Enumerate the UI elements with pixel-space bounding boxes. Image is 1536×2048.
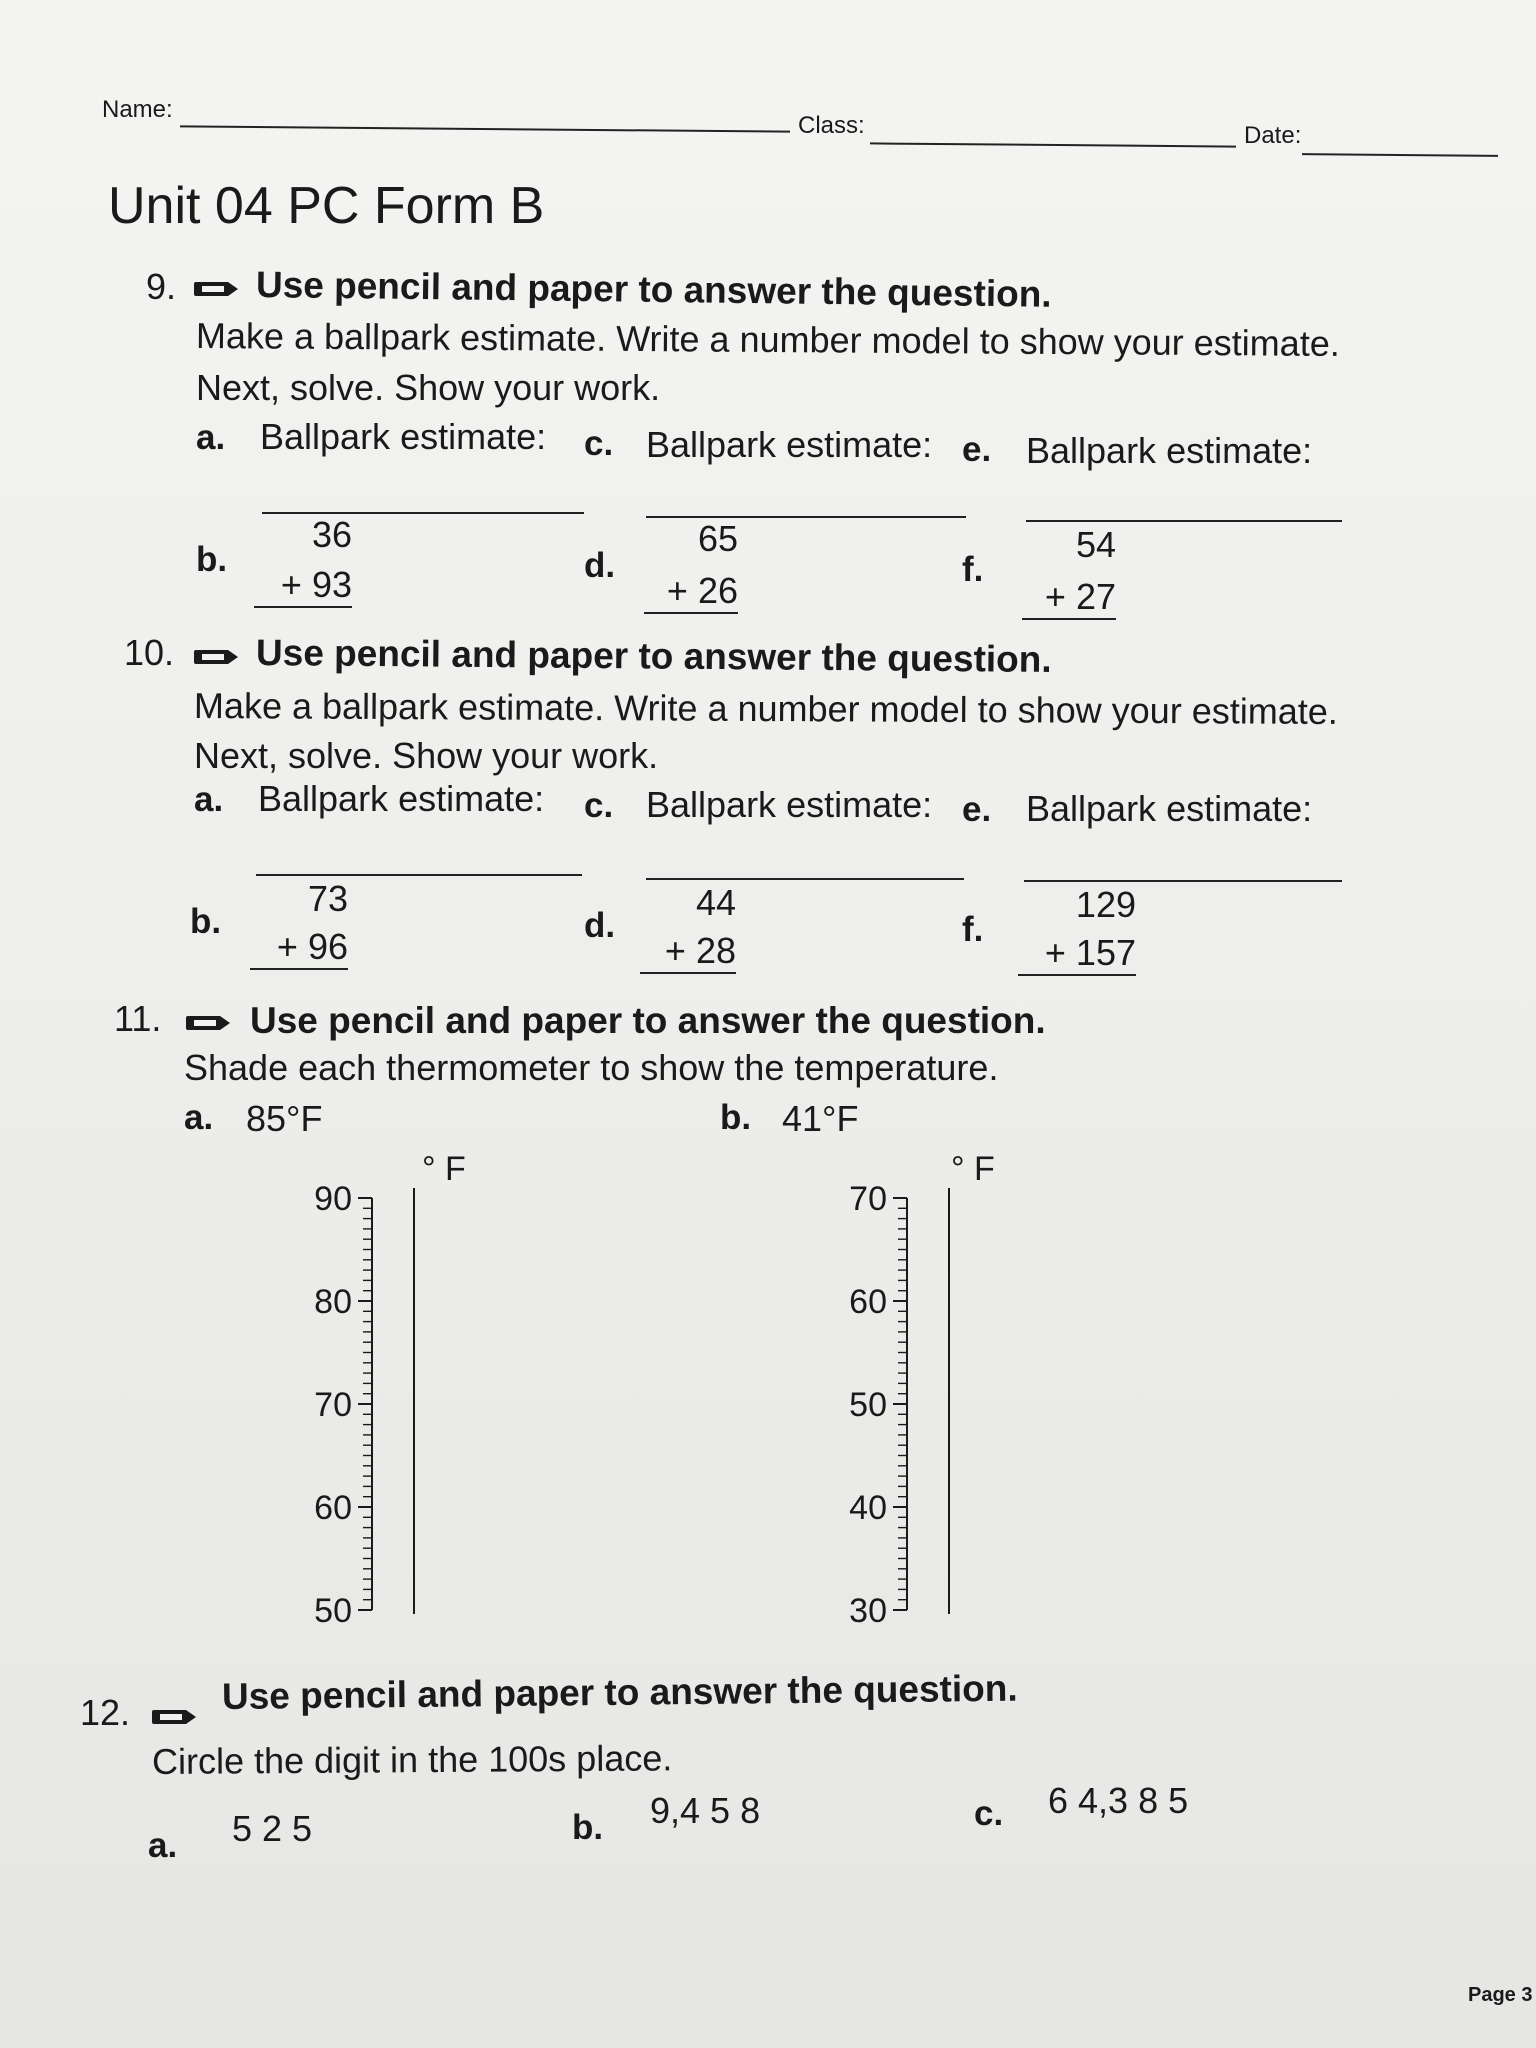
addend-top: 65 xyxy=(697,518,738,559)
scale-label: 60 xyxy=(314,1489,352,1527)
estimate-answer-line-a[interactable] xyxy=(256,874,582,876)
date-line[interactable] xyxy=(1302,153,1498,157)
thermometer-b[interactable] xyxy=(815,1150,1035,1650)
part-letter-f: f. xyxy=(962,910,984,949)
question-number: 10. xyxy=(124,632,175,673)
class-label: Class: xyxy=(798,112,865,139)
estimate-answer-line-e[interactable] xyxy=(1024,880,1342,882)
instruction-line-1: Shade each thermometer to show the temperature. xyxy=(184,1047,999,1088)
thermometer-scale xyxy=(280,1150,500,1650)
name-label: Name: xyxy=(102,96,173,123)
scale-label: 90 xyxy=(314,1180,352,1218)
estimate-answer-line-c[interactable] xyxy=(646,878,964,880)
addend-bottom: + 28 xyxy=(640,930,736,974)
part-letter-d: d. xyxy=(584,546,616,585)
part-letter-c: c. xyxy=(974,1794,1004,1833)
question-number: 9. xyxy=(146,266,177,307)
page-number: Page 3 xyxy=(1468,1984,1533,2006)
addend-bottom: + 157 xyxy=(1018,932,1136,976)
scale-label: 30 xyxy=(849,1592,887,1630)
question-heading: Use pencil and paper to answer the question. xyxy=(221,1667,1018,1717)
question-number: 11. xyxy=(114,998,162,1039)
number-c[interactable]: 6 4,3 8 5 xyxy=(1048,1780,1189,1821)
addend-top: 36 xyxy=(311,514,352,555)
part-letter-b: b. xyxy=(196,540,228,579)
addend-top: 54 xyxy=(1075,524,1116,565)
scale-label: 50 xyxy=(314,1592,352,1630)
scale-label: 70 xyxy=(314,1386,352,1424)
pencil-icon xyxy=(152,1706,198,1733)
question-heading: Use pencil and paper to answer the question. xyxy=(250,1000,1046,1041)
thermometer-a[interactable] xyxy=(280,1150,500,1650)
estimate-label-e: Ballpark estimate: xyxy=(1026,430,1313,471)
date-label: Date: xyxy=(1244,122,1302,149)
scale-label: 70 xyxy=(849,1180,887,1218)
addend-bottom: + 96 xyxy=(250,926,348,970)
part-letter-b: b. xyxy=(720,1098,752,1137)
estimate-label-c: Ballpark estimate: xyxy=(646,784,933,825)
estimate-label-a: Ballpark estimate: xyxy=(258,778,545,819)
scale-label: 80 xyxy=(314,1283,352,1321)
unit-label: ° F xyxy=(422,1150,466,1188)
instruction-line-1: Make a ballpark estimate. Write a number model to show your estimate. xyxy=(195,315,1340,364)
part-letter-a: a. xyxy=(194,780,224,819)
scale-label: 50 xyxy=(849,1386,887,1424)
name-line[interactable] xyxy=(180,125,790,132)
instruction-line-1: Make a ballpark estimate. Write a number model to show your estimate. xyxy=(193,685,1338,732)
pencil-icon xyxy=(194,278,240,305)
question-heading: Use pencil and paper to answer the question. xyxy=(255,632,1052,680)
scale-label: 40 xyxy=(849,1489,887,1527)
instruction-line-2: Next, solve. Show your work. xyxy=(194,735,659,776)
pencil-icon xyxy=(194,646,240,673)
temperature-b: 41°F xyxy=(782,1098,859,1139)
scale-label: 60 xyxy=(849,1283,887,1321)
part-letter-e: e. xyxy=(962,430,992,469)
part-letter-a: a. xyxy=(148,1826,178,1865)
addend-top: 44 xyxy=(695,882,736,923)
temperature-a: 85°F xyxy=(246,1098,323,1139)
instruction-line-1: Circle the digit in the 100s place. xyxy=(151,1737,673,1782)
part-letter-f: f. xyxy=(962,550,984,589)
question-number: 12. xyxy=(80,1692,131,1733)
instruction-line-2: Next, solve. Show your work. xyxy=(196,367,661,408)
page-title: Unit 04 PC Form B xyxy=(108,177,545,235)
addend-top: 129 xyxy=(1075,884,1136,925)
part-letter-c: c. xyxy=(584,786,614,825)
addend-bottom: + 26 xyxy=(644,570,738,614)
addend-bottom: + 93 xyxy=(254,564,352,608)
part-letter-b: b. xyxy=(572,1808,604,1847)
estimate-label-e: Ballpark estimate: xyxy=(1026,788,1313,829)
estimate-label-a: Ballpark estimate: xyxy=(260,416,547,457)
part-letter-a: a. xyxy=(184,1098,214,1137)
estimate-label-c: Ballpark estimate: xyxy=(646,424,933,465)
unit-label: ° F xyxy=(951,1150,995,1188)
addend-top: 73 xyxy=(307,878,348,919)
part-letter-b: b. xyxy=(190,902,222,941)
question-heading: Use pencil and paper to answer the question. xyxy=(255,264,1052,315)
addend-bottom: + 27 xyxy=(1022,576,1116,620)
pencil-icon xyxy=(186,1012,232,1039)
number-b[interactable]: 9,4 5 8 xyxy=(650,1790,761,1831)
part-letter-a: a. xyxy=(196,418,226,457)
part-letter-e: e. xyxy=(962,790,992,829)
thermometer-scale xyxy=(815,1150,1035,1650)
part-letter-c: c. xyxy=(584,424,614,463)
class-line[interactable] xyxy=(870,142,1236,147)
estimate-answer-line-e[interactable] xyxy=(1026,520,1342,522)
part-letter-d: d. xyxy=(584,906,616,945)
number-a[interactable]: 5 2 5 xyxy=(232,1808,313,1849)
